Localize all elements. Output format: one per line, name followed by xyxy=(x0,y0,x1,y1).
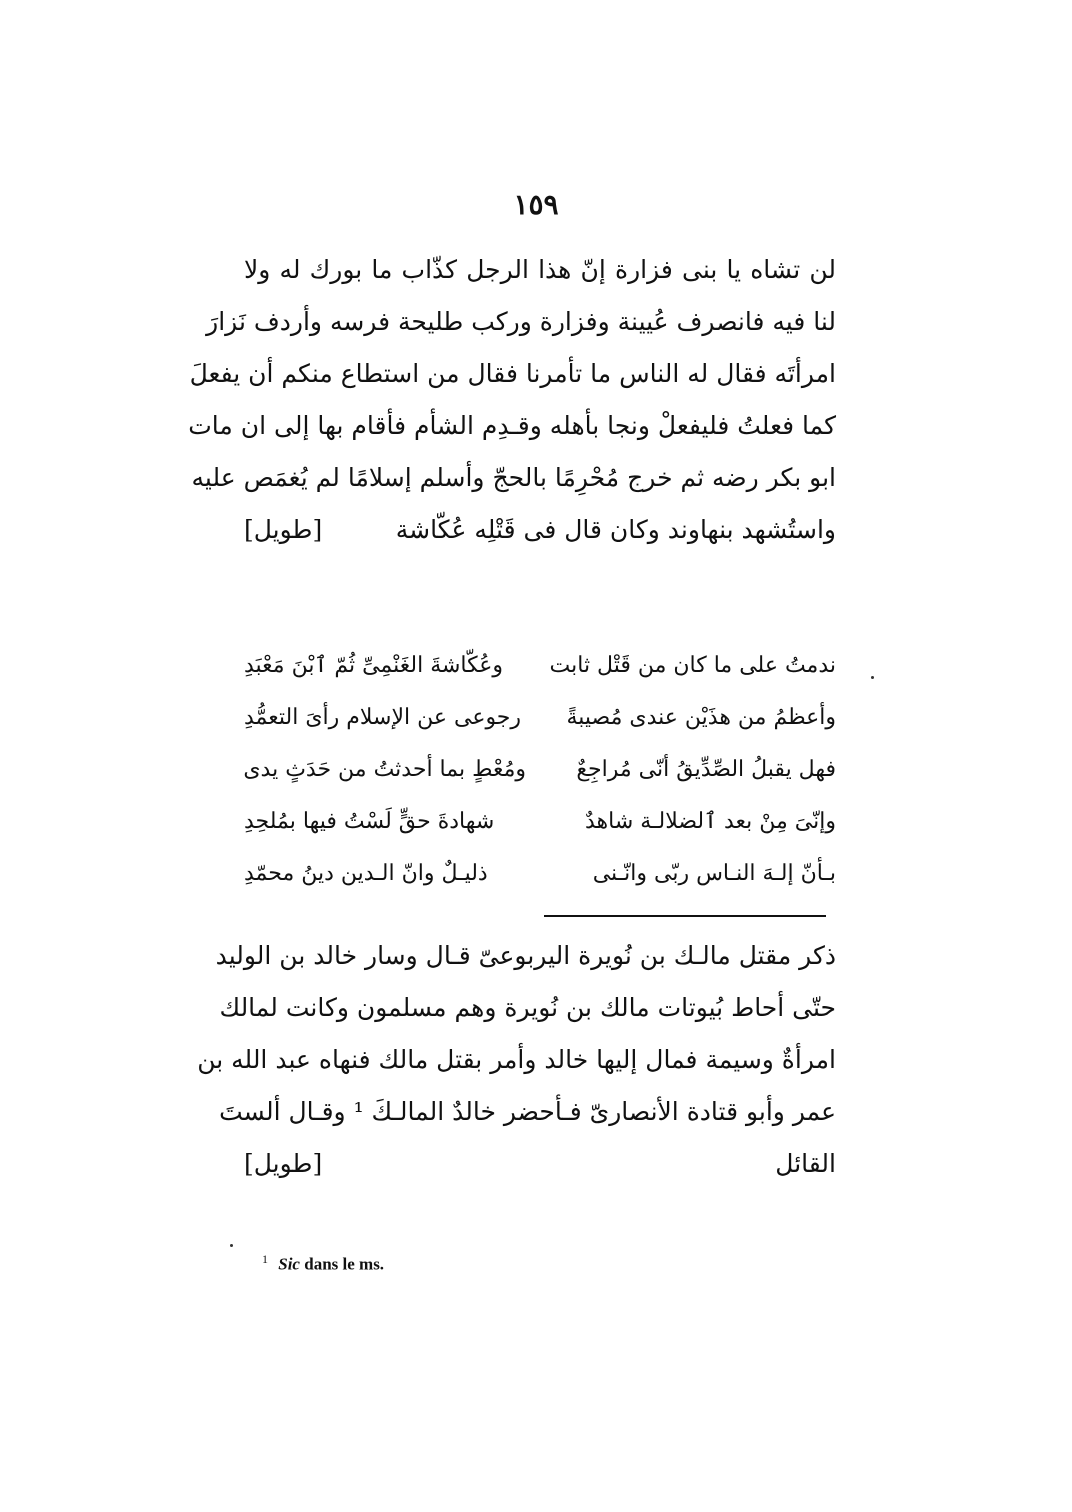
poem-verse xyxy=(244,692,836,744)
hemistich-first: فهل يقبلُ الصِّدِّيقُ أنّى مُراجِعٌ xyxy=(576,757,836,782)
prose-line: حتّى أحاط بُيوتات مالك بن نُويرة وهم مسلمون وكانت لمالك xyxy=(219,993,836,1022)
poem xyxy=(244,640,836,900)
hemistich-first: ندمتُ على ما كان من قَتْل ثابت xyxy=(549,653,836,678)
prose-line: عمر وأبو قتادة الأنصارىّ فـأحضر خالدٌ المالـكَ ¹ وقـال ألستَ xyxy=(219,1097,836,1126)
section-separator xyxy=(544,915,826,917)
prose-line: لن تشاه يا بنى فزارة إنّ هذا الرجل كذّاب ما بورك له ولا xyxy=(244,255,836,284)
poem-verse xyxy=(244,848,836,900)
prose-line: القائل xyxy=(775,1149,836,1178)
prose-line: واستُشهد بنهاوند وكان قال فى قَتْلِه عُكّاشة xyxy=(395,515,836,544)
prose-block-2 xyxy=(197,930,836,1190)
prose-line: ابو بكر رضه ثم خرج مُحْرِمًا بالحجّ وأسلم إسلامًا لم يُغمَص عليه xyxy=(191,463,836,492)
footnote-mark: 1 xyxy=(262,1252,268,1266)
poem-verse xyxy=(244,796,836,848)
footnote-text: dans le ms. xyxy=(304,1254,385,1274)
hemistich-first: وإنّىَ مِنْ بعد ٱلضلالـة شاهدٌ xyxy=(584,809,836,834)
poem-verse xyxy=(244,640,836,692)
prose-line: امرأتَه فقال له الناس ما تأمرنا فقال من استطاع منكم أن يفعلَ xyxy=(189,359,836,388)
hemistich-second: ومُعْطٍ بما أحدثتُ من حَدَثٍ يدى xyxy=(243,757,526,782)
prose-line: ذكر مقتل مالـك بن نُويرة اليربوعىّ قـال وسار خالد بن الوليد xyxy=(215,941,836,970)
scan-speck xyxy=(230,1244,233,1247)
meter-label: [طويل] xyxy=(244,515,323,544)
page-number: ١٥٩ xyxy=(513,188,559,221)
hemistich-first: بـأنّ إلـهَ النـاس ربّى وانّـنى xyxy=(592,861,836,886)
prose-block-1 xyxy=(188,244,836,556)
hemistich-second: رجوعى عن الإسلام رأىَ التعمُّدِ xyxy=(244,705,522,730)
hemistich-second: ذليـلٌ وانّ الـدين دينُ محمّدِ xyxy=(244,861,488,886)
hemistich-second: وعُكّاشةَ الغَنْمِىِّ ثُمّ ٱبْنَ مَعْبَدِ xyxy=(244,653,504,678)
poem-verse xyxy=(244,744,836,796)
meter-label: [طويل] xyxy=(244,1149,323,1178)
scan-speck xyxy=(871,676,874,679)
prose-line: كما فعلتُ فليفعلْ ونجا بأهله وقـدِم الشأم فأقام بها إلى ان مات xyxy=(188,411,836,440)
prose-last-line xyxy=(244,504,836,556)
prose-last-line xyxy=(244,1138,836,1190)
footnote xyxy=(262,1252,384,1275)
hemistich-first: وأعظمُ من هذَيْن عندى مُصيبةً xyxy=(566,705,836,730)
hemistich-second: شهادةَ حقٍّ لَسْتُ فيها بمُلحِدِ xyxy=(244,809,495,834)
prose-line: لنا فيه فانصرف عُيينة وفزارة وركب طليحة فرسه وأردف نَزارَ xyxy=(206,307,836,336)
footnote-sic: Sic xyxy=(278,1254,300,1274)
prose-line: امرأةٌ وسيمة فمال إليها خالد وأمر بقتل مالك فنهاه عبد الله بن xyxy=(197,1045,836,1074)
